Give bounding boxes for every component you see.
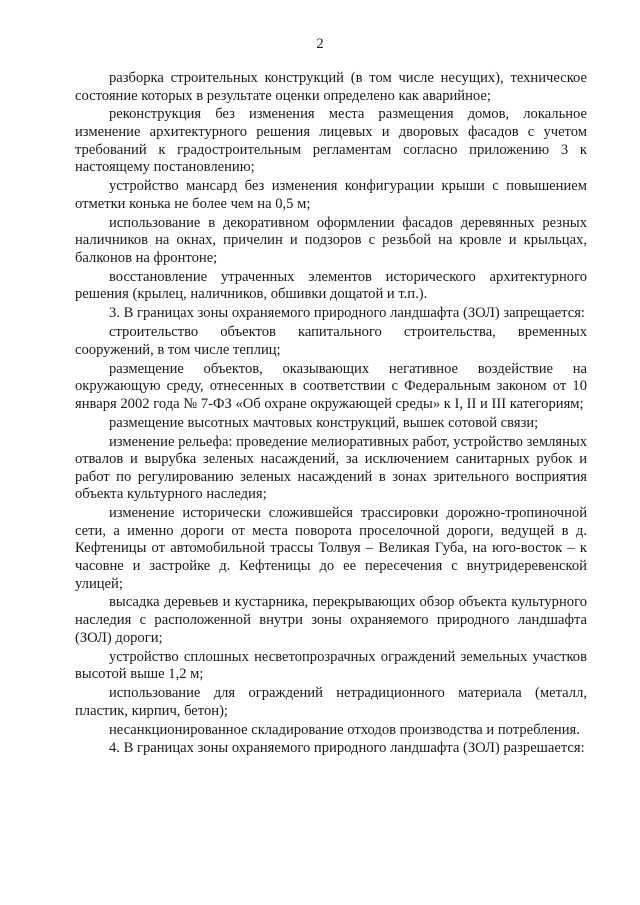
- paragraph: высадка деревьев и кустарника, перекрывающих обзор объекта культурного наследия с расположенной внутри зоны охраняемого природного ландшафта (ЗОЛ) дороги;: [75, 594, 587, 646]
- page-number: 2: [316, 36, 324, 52]
- paragraph: устройство мансард без изменения конфигурации крыши с повышением отметки конька не более чем на 0,5 м;: [75, 178, 587, 212]
- paragraph: строительство объектов капитального строительства, временных сооружений, в том числе теплиц;: [75, 324, 587, 358]
- paragraph: изменение исторически сложившейся трассировки дорожно-тропиночной сети, а именно дороги от места поворота проселочной дороги, ведущей в д. Кефтеницы от автомобильной трассы Толвуя – Великая Губа, на юго-восток – к часовне и застройке д. Кефтеницы до ее пересечения с внутридеревенской улицей;: [75, 505, 587, 592]
- paragraph: использование в декоративном оформлении фасадов деревянных резных наличников на окнах, причелин и подзоров с резьбой на кровле и крыльцах, балконов на фронтоне;: [75, 214, 587, 266]
- paragraph: размещение высотных мачтовых конструкций, вышек сотовой связи;: [109, 414, 539, 431]
- paragraph: реконструкция без изменения места размещения домов, локальное изменение архитектурного решения лицевых и дворовых фасадов с учетом требований к градостроительным регламентам согласно приложению 3 к настоящему постановлению;: [75, 106, 587, 176]
- section-heading-4: 4. В границах зоны охраняемого природного ландшафта (ЗОЛ) разрешается:: [109, 740, 585, 757]
- section-heading-3: 3. В границах зоны охраняемого природного ландшафта (ЗОЛ) запрещается:: [109, 305, 585, 322]
- paragraph: использование для ограждений нетрадиционного материала (металл, пластик, кирпич, бетон);: [75, 685, 587, 719]
- paragraph: размещение объектов, оказывающих негативное воздействие на окружающую среду, отнесенных в соответствии с Федеральным законом от 10 января 2002 года № 7-ФЗ «Об охране окружающей среды» к I, II и III категориям;: [75, 360, 587, 412]
- paragraph: несанкционированное складирование отходов производства и потребления.: [109, 721, 580, 738]
- paragraph: изменение рельефа: проведение мелиоративных работ, устройство земляных отвалов и вырубка зеленых насаждений, за исключением санитарных рубок и работ по регулированию зеленых насаждений в зонах зрительного восприятия объекта культурного наследия;: [75, 433, 587, 503]
- paragraph: восстановление утраченных элементов исторического архитектурного решения (крылец, наличников, обшивки дощатой и т.п.).: [75, 268, 587, 303]
- paragraph: разборка строительных конструкций (в том числе несущих), техническое состояние которых в результате оценки определено как аварийное;: [75, 70, 587, 104]
- document-body: [75, 70, 587, 759]
- paragraph: устройство сплошных несветопрозрачных ограждений земельных участков высотой выше 1,2 м;: [75, 648, 587, 683]
